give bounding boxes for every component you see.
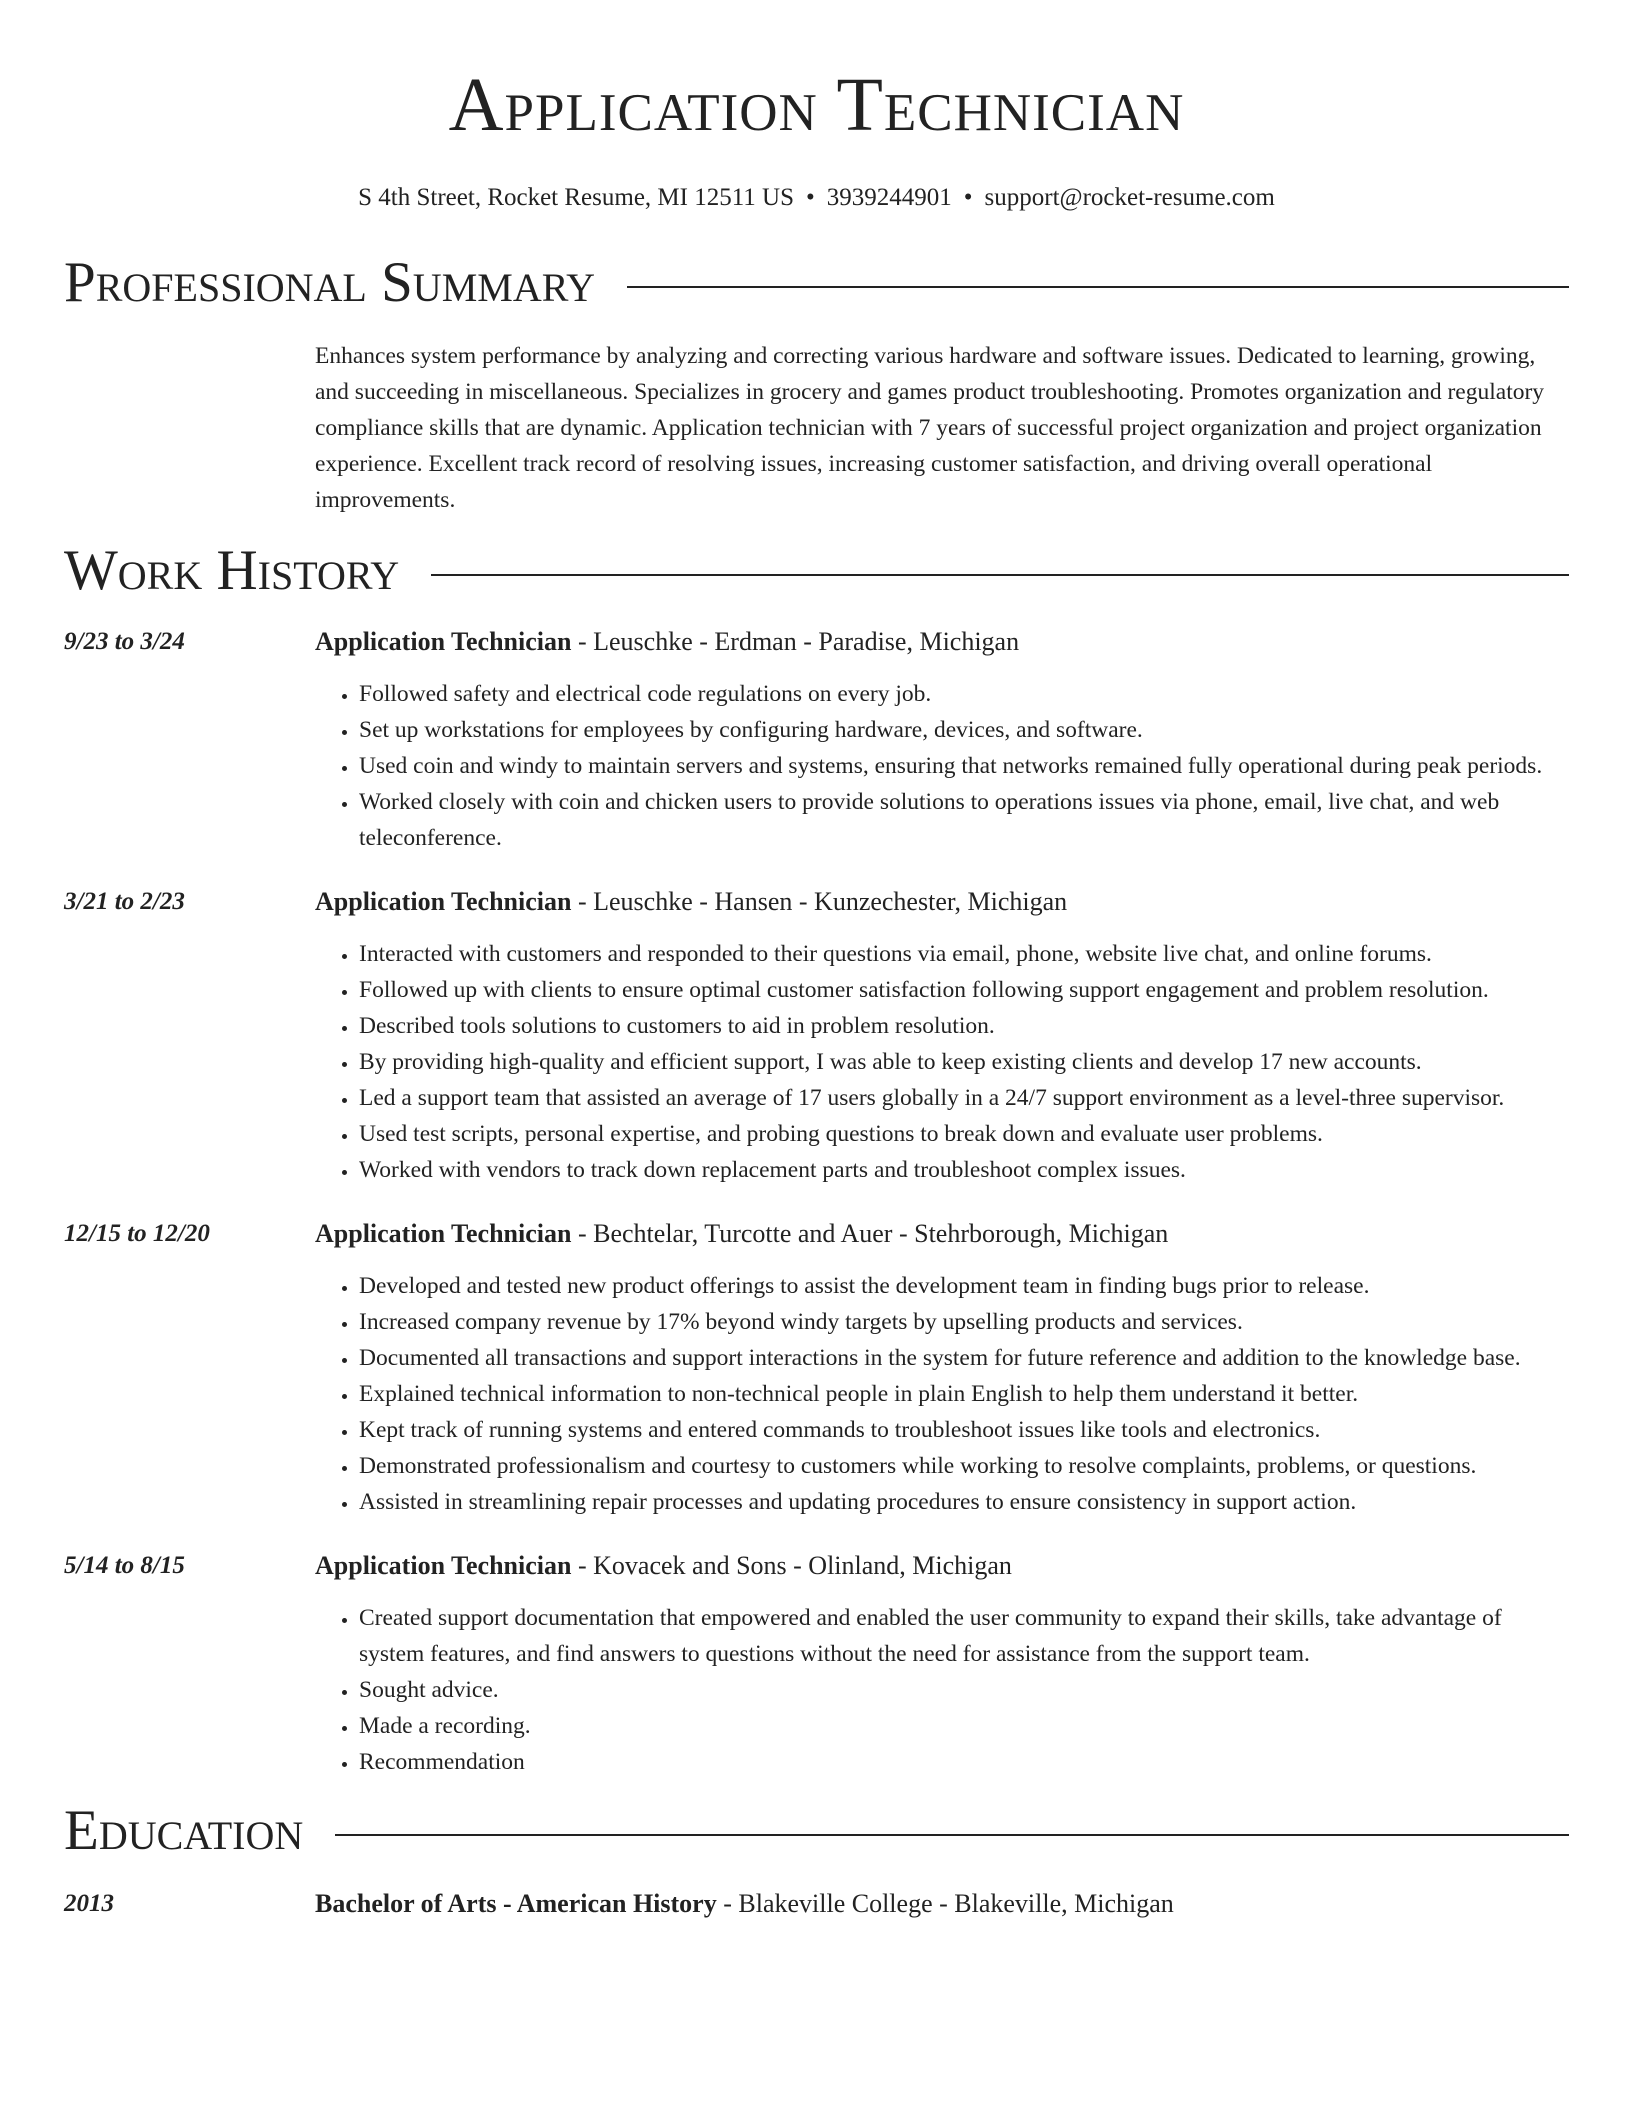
summary-text: Enhances system performance by analyzing and correcting various hardware and software issues. Dedicated to learning, growing, and succeeding in miscellaneous. Specializes in grocery and games product troubleshooting. Promotes organization and regulatory compliance skills that are dynamic. Application technician with 7 years of successful project organization and project organization experience. Excellent track record of resolving issues, increasing customer satisfaction, and driving overall operational improvements. [315,343,1545,513]
job-employer: - Leuschke - Hansen - Kunzechester, Michigan [571,887,1068,916]
job-bullet: • Sought advice. [359,1672,1569,1708]
education-line [315,1888,1569,1920]
job-bullets [315,1268,1569,1520]
education-school: - Blakeville College - Blakeville, Michigan [716,1889,1174,1918]
job-body [315,1550,1569,1780]
job-bullet: • Used test scripts, personal expertise, and probing questions to break down and evaluate user problems. [359,1116,1569,1152]
contact-address: S 4th Street, Rocket Resume, MI 12511 US [358,184,795,211]
job-bullet: • Worked with vendors to track down replacement parts and troubleshoot complex issues. [359,1152,1569,1188]
job-entry [64,1550,1569,1780]
contact-email[interactable]: support@rocket-resume.com [984,184,1275,211]
job-title: Application Technician [315,627,572,656]
job-bullet: • Assisted in streamlining repair processes and updating procedures to ensure consistency in support action. [359,1484,1569,1520]
job-dates: 12/15 to 12/20 [64,1220,210,1247]
job-dates: 3/21 to 2/23 [64,888,185,915]
job-body [315,626,1569,856]
contact-line [64,182,1569,214]
job-employer: - Bechtelar, Turcotte and Auer - Stehrborough, Michigan [571,1219,1169,1248]
job-entry [64,886,1569,1188]
contact-phone: 3939244901 [826,184,952,211]
job-bullet: • Set up workstations for employees by configuring hardware, devices, and software. [359,712,1569,748]
work-heading: Work History [64,539,400,602]
job-bullet: • Followed safety and electrical code regulations on every job. [359,676,1569,712]
job-bullet: • Worked closely with coin and chicken users to provide solutions to operations issues via phone, email, live chat, and web teleconference. [359,784,1569,856]
job-bullet: • Recommendation [359,1744,1569,1780]
candidate-name: Application Technician [448,63,1185,147]
job-employer: - Kovacek and Sons - Olinland, Michigan [571,1551,1012,1580]
job-body [315,886,1569,1188]
section-divider [627,286,1569,288]
job-bullet: • Kept track of running systems and entered commands to troubleshoot issues like tools and electronics. [359,1412,1569,1448]
job-bullet: • By providing high-quality and efficient support, I was able to keep existing clients and develop 17 new accounts. [359,1044,1569,1080]
job-bullet: • Documented all transactions and support interactions in the system for future reference and addition to the knowledge base. [359,1340,1569,1376]
job-entry [64,626,1569,856]
education-section-heading [64,1796,1569,1866]
education-degree: Bachelor of Arts - American History [315,1889,717,1918]
contact-separator: • [963,184,973,211]
job-title-line [315,886,1569,918]
job-bullet: • Made a recording. [359,1708,1569,1744]
contact-separator: • [806,184,815,211]
job-title: Application Technician [315,1219,572,1248]
job-title-line [315,1218,1569,1250]
job-body [315,1218,1569,1520]
job-bullets [315,936,1569,1188]
job-dates: 9/23 to 3/24 [64,628,185,655]
section-divider [431,574,1569,576]
summary-heading: Professional Summary [64,251,596,314]
job-employer: - Leuschke - Erdman - Paradise, Michigan [571,627,1020,656]
education-date: 2013 [64,1890,114,1917]
education-heading: Education [64,1799,304,1862]
education-entry [64,1888,1569,1920]
job-bullet: • Increased company revenue by 17% beyond windy targets by upselling products and services. [359,1304,1569,1340]
resume-page [64,0,1569,1920]
job-title: Application Technician [315,887,572,916]
job-bullet: • Interacted with customers and responded to their questions via email, phone, website live chat, and online forums. [359,936,1569,972]
job-bullet: • Demonstrated professionalism and courtesy to customers while working to resolve complaints, problems, or questions. [359,1448,1569,1484]
job-bullet: • Led a support team that assisted an average of 17 users globally in a 24/7 support environment as a level-three supervisor. [359,1080,1569,1116]
job-title-line [315,626,1569,658]
job-title: Application Technician [315,1551,572,1580]
section-divider [335,1834,1569,1836]
job-bullet: • Used coin and windy to maintain servers and systems, ensuring that networks remained fully operational during peak periods. [359,748,1569,784]
education-body [315,1888,1569,1920]
job-title-line [315,1550,1569,1582]
job-bullet: • Described tools solutions to customers to aid in problem resolution. [359,1008,1569,1044]
summary-section-heading [64,248,1569,318]
job-entry [64,1218,1569,1520]
job-bullet: • Followed up with clients to ensure optimal customer satisfaction following support engagement and problem resolution. [359,972,1569,1008]
job-bullet: • Explained technical information to non-technical people in plain English to help them understand it better. [359,1376,1569,1412]
job-bullets [315,1600,1569,1780]
job-bullet: • Developed and tested new product offerings to assist the development team in finding bugs prior to release. [359,1268,1569,1304]
job-bullet: • Created support documentation that empowered and enabled the user community to expand their skills, take advantage of system features, and find answers to questions without the need for assistance from the support team. [359,1600,1569,1672]
work-section-heading [64,536,1569,606]
job-bullets [315,676,1569,856]
job-dates: 5/14 to 8/15 [64,1552,185,1579]
